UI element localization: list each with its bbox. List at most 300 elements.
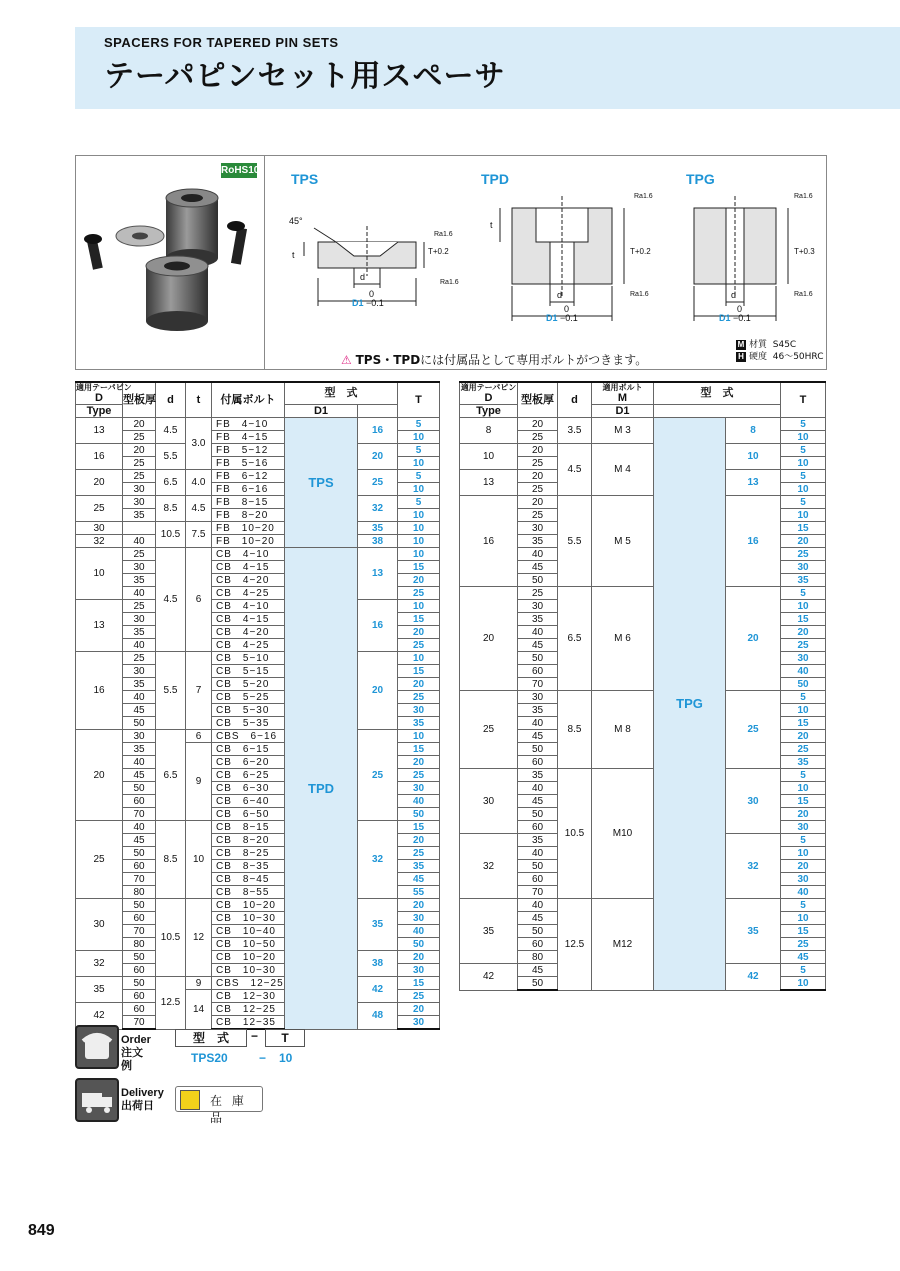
cell-bolt: CB 4−20 [212,574,285,587]
cell-D1: 35 [358,522,398,535]
cell-D1: 16 [358,600,398,652]
cell-T: 10 [398,483,440,496]
cell-bolt: CBS 6−16 [212,730,285,743]
cell-bolt: CB 10−50 [212,938,285,951]
cell-D1: 30 [726,769,781,834]
table-row [76,600,440,613]
cell-bolt: M 6 [592,587,654,691]
cell-plate: 50 [518,860,558,873]
cell-T: 15 [398,821,440,834]
cell-bolt: CB 6−20 [212,756,285,769]
cell-plate: 80 [123,938,156,951]
cell-T: 25 [781,743,826,756]
cell-T: 30 [781,873,826,886]
cell-bolt: CB 5−30 [212,704,285,717]
table-row [76,548,440,561]
cell-T: 10 [781,509,826,522]
cell-T: 5 [398,418,440,431]
box-icon [180,1090,200,1110]
cell-plate: 50 [518,652,558,665]
col-T: T [398,382,440,418]
cell-T: 5 [781,899,826,912]
cell-T: 15 [781,522,826,535]
delivery-label: Delivery 出荷日 [121,1087,164,1112]
table-row [76,977,440,990]
cell-T: 40 [781,886,826,899]
cell-plate: 45 [518,795,558,808]
cell-plate: 45 [518,964,558,977]
cell-bolt: CB 4−15 [212,613,285,626]
cell-T: 25 [781,639,826,652]
cell-plate: 30 [123,561,156,574]
cell-plate: 35 [518,613,558,626]
table-row [76,1003,440,1016]
col-model: 型 式 [285,382,398,405]
cell-T: 45 [398,873,440,886]
cell-d: 6.5 [156,470,186,496]
cell-bolt: M 3 [592,418,654,444]
cell-pin-d: 16 [76,444,123,470]
cell-type: TPD [285,548,358,1030]
cell-T: 20 [781,808,826,821]
cell-plate: 70 [123,808,156,821]
table-row [460,691,826,704]
cell-plate: 45 [518,639,558,652]
truck-icon [75,1078,119,1122]
cell-plate: 25 [123,652,156,665]
cell-D1: 20 [358,652,398,730]
cell-bolt: CB 4−20 [212,626,285,639]
cell-plate: 25 [518,457,558,470]
cell-bolt: CB 6−50 [212,808,285,821]
cell-plate: 70 [123,1016,156,1030]
cell-plate: 45 [518,730,558,743]
cell-bolt: FB 10−20 [212,535,285,548]
right-spec-table [459,381,826,991]
cell-plate: 70 [518,886,558,899]
cell-bolt: CB 6−30 [212,782,285,795]
cell-T: 5 [781,834,826,847]
cell-T: 10 [398,730,440,743]
cell-pin-d: 32 [76,535,123,548]
warning-icon: ⚠ [341,353,352,367]
cell-plate: 60 [518,821,558,834]
order-col-T: T [265,1029,305,1047]
stock-badge: 在 庫 品 [175,1086,263,1112]
cell-T: 10 [781,457,826,470]
table-row [76,951,440,964]
cell-D1: 35 [358,899,398,951]
cell-T: 10 [398,535,440,548]
cell-T: 15 [398,665,440,678]
cell-d: 3.5 [558,418,592,444]
cell-D1: 25 [358,730,398,821]
cell-T: 40 [781,665,826,678]
cell-plate: 50 [518,808,558,821]
cell-pin-d: 20 [76,730,123,821]
cell-plate: 50 [518,574,558,587]
cell-T: 20 [398,951,440,964]
cell-d: 4.5 [156,548,186,652]
cell-bolt: CB 8−15 [212,821,285,834]
cell-T: 30 [781,561,826,574]
cell-T: 50 [398,938,440,951]
cell-bolt: CB 5−10 [212,652,285,665]
cell-T: 15 [781,717,826,730]
cell-plate: 35 [518,704,558,717]
cell-D1: 16 [358,418,398,444]
order-col-model: 型 式 [175,1029,247,1047]
cell-T: 10 [781,431,826,444]
cell-T: 10 [398,548,440,561]
cell-T: 5 [398,444,440,457]
cell-T: 5 [398,470,440,483]
cell-type: TPS [285,418,358,548]
cell-pin-d: 35 [76,977,123,1003]
cell-bolt: CB 5−15 [212,665,285,678]
cell-d: 4.5 [558,444,592,496]
cell-T: 15 [781,795,826,808]
cell-T: 10 [781,912,826,925]
cell-bolt: CB 12−25 [212,1003,285,1016]
cell-plate: 20 [123,444,156,457]
cell-d: 4.5 [156,418,186,444]
cell-plate: 45 [518,912,558,925]
cell-d: 12.5 [156,977,186,1030]
cell-T: 30 [398,912,440,925]
cell-T: 35 [781,574,826,587]
cell-t: 12 [186,899,212,977]
cell-bolt: CB 12−30 [212,990,285,1003]
cell-bolt: CB 6−15 [212,743,285,756]
cell-plate: 45 [123,769,156,782]
cell-plate: 60 [123,990,156,1003]
cell-pin-d: 10 [460,444,518,470]
cell-D1: 35 [726,899,781,964]
svg-text:Ra1.6: Ra1.6 [440,279,459,286]
rohs-badge: RoHS10 [221,165,260,176]
cell-D1: 32 [358,821,398,899]
cell-D1: 20 [358,444,398,470]
cell-T: 20 [398,626,440,639]
cell-plate: 50 [123,717,156,730]
tps-drawing [289,216,459,308]
accessory-note: ⚠ TPS・TPDには付属品として専用ボルトがつきます。 [341,353,648,367]
cell-T: 5 [781,418,826,431]
cell-T: 30 [781,652,826,665]
cell-T: 35 [781,756,826,769]
cell-T: 25 [398,990,440,1003]
cell-bolt: CB 4−25 [212,587,285,600]
svg-text:D1: D1 [352,298,364,308]
table-row [460,769,826,782]
col-bolt: 付属ボルト [212,382,285,418]
cell-plate: 40 [123,821,156,834]
cell-bolt: CB 10−30 [212,912,285,925]
cell-plate: 50 [518,925,558,938]
cell-plate: 50 [123,782,156,795]
cell-plate: 50 [518,743,558,756]
cell-plate: 20 [518,470,558,483]
cell-bolt: CB 4−25 [212,639,285,652]
col-T: T [781,382,826,418]
cell-T: 25 [781,548,826,561]
cell-plate: 50 [123,847,156,860]
cell-t: 6 [186,730,212,743]
cell-D1: 48 [358,1003,398,1030]
cell-T: 20 [398,899,440,912]
cell-plate: 30 [518,522,558,535]
cell-bolt: CB 6−25 [212,769,285,782]
cell-plate: 50 [123,899,156,912]
cell-plate: 30 [123,665,156,678]
cell-plate: 40 [518,847,558,860]
cell-bolt: CB 8−55 [212,886,285,899]
cell-T: 20 [398,1003,440,1016]
cell-bolt: CB 8−20 [212,834,285,847]
cell-bolt: CB 10−40 [212,925,285,938]
cell-D1: 38 [358,535,398,548]
cell-bolt: CB 5−35 [212,717,285,730]
cell-plate: 35 [123,574,156,587]
svg-text:D1: D1 [546,313,558,323]
cell-T: 10 [398,509,440,522]
cell-plate: 40 [123,639,156,652]
cell-T: 10 [398,600,440,613]
cell-plate: 30 [123,730,156,743]
cell-t: 14 [186,990,212,1030]
cell-d: 8.5 [156,496,186,522]
cell-T: 25 [398,691,440,704]
cell-plate: 35 [123,626,156,639]
cell-T: 15 [781,925,826,938]
cell-bolt: CB 8−35 [212,860,285,873]
cell-plate: 40 [123,535,156,548]
cell-bolt: CB 12−35 [212,1016,285,1030]
cell-t: 4.5 [186,496,212,522]
cell-plate: 70 [123,873,156,886]
cell-plate: 70 [123,925,156,938]
cell-T: 10 [781,600,826,613]
cell-bolt: CB 10−20 [212,899,285,912]
col-D1: D1 [592,405,654,418]
cell-T: 15 [398,743,440,756]
cell-T: 5 [781,496,826,509]
svg-text:0: 0 [564,304,570,314]
table-row [460,496,826,509]
spacer-photo-illustration [76,156,264,369]
svg-text:Ra1.6: Ra1.6 [634,193,653,200]
cell-T: 20 [781,535,826,548]
cell-T: 25 [398,587,440,600]
cell-T: 20 [781,860,826,873]
cell-T: 55 [398,886,440,899]
svg-text:T+0.2: T+0.2 [630,247,651,256]
cell-t: 10 [186,821,212,899]
cell-pin-d: 25 [76,496,123,522]
cell-T: 10 [398,457,440,470]
cell-bolt: FB 4−15 [212,431,285,444]
product-photo [76,156,265,369]
cell-pin-d: 42 [76,1003,123,1030]
col-model: 型 式 [654,382,781,405]
cell-plate: 20 [518,418,558,431]
cell-plate: 25 [518,509,558,522]
cell-t: 9 [186,977,212,990]
cell-plate: 20 [518,444,558,457]
cell-D1: 25 [358,470,398,496]
cell-D1: 32 [726,834,781,899]
cell-plate: 20 [518,496,558,509]
cell-bolt: CB 4−10 [212,600,285,613]
order-dash: − [251,1029,259,1043]
svg-text:D1: D1 [719,313,731,323]
order-val-T: 10 [279,1051,293,1065]
cell-t: 4.0 [186,470,212,496]
cell-T: 50 [781,678,826,691]
cell-d: 12.5 [558,899,592,991]
table-row [76,730,440,743]
cell-T: 25 [398,847,440,860]
svg-text:t: t [490,220,493,230]
col-t: t [186,382,212,418]
cell-bolt: CB 8−25 [212,847,285,860]
cell-bolt: FB 8−20 [212,509,285,522]
cell-pin-d: 42 [460,964,518,991]
label-tpg: TPG [686,171,715,187]
cell-pin-d: 8 [460,418,518,444]
cell-plate: 80 [518,951,558,964]
cell-T: 10 [781,782,826,795]
cell-pin-d: 30 [460,769,518,834]
svg-text:−0.1: −0.1 [560,313,578,323]
svg-text:d: d [731,290,737,300]
cell-plate: 20 [123,418,156,431]
table-row [76,418,440,431]
cell-T: 5 [781,691,826,704]
cell-plate: 70 [518,678,558,691]
cell-T: 5 [781,769,826,782]
table-row [460,899,826,912]
cell-plate: 30 [518,691,558,704]
cell-D1: 32 [358,496,398,522]
cell-T: 20 [398,678,440,691]
cell-D1: 42 [358,977,398,1003]
cell-plate: 60 [518,938,558,951]
col-d: d [156,382,186,418]
cell-plate: 35 [518,535,558,548]
cell-pin-d: 13 [76,418,123,444]
svg-text:−0.1: −0.1 [366,298,384,308]
cell-plate: 25 [123,600,156,613]
cell-plate: 40 [123,587,156,600]
cell-plate: 40 [518,899,558,912]
table-row [76,470,440,483]
cell-t: 6 [186,548,212,652]
svg-text:Ra1.6: Ra1.6 [794,291,813,298]
cell-T: 40 [398,925,440,938]
cell-T: 45 [781,951,826,964]
cell-T: 15 [398,561,440,574]
page-number: 849 [28,1222,55,1239]
cell-t: 3.0 [186,418,212,470]
table-row [460,444,826,457]
cell-T: 15 [398,613,440,626]
cell-T: 30 [398,1016,440,1030]
cell-T: 15 [398,977,440,990]
cell-bolt: CB 8−45 [212,873,285,886]
cell-bolt: CB 4−15 [212,561,285,574]
cell-bolt: M12 [592,899,654,991]
cell-plate: 35 [518,834,558,847]
cell-plate: 45 [123,834,156,847]
cell-plate: 25 [123,470,156,483]
cell-D1: 10 [726,444,781,470]
cell-plate: 60 [123,860,156,873]
cell-bolt: CB 6−40 [212,795,285,808]
cell-T: 20 [398,756,440,769]
cell-T: 10 [781,847,826,860]
cell-bolt: CB 5−20 [212,678,285,691]
cell-plate: 60 [123,795,156,808]
table-row [76,444,440,457]
cell-T: 20 [398,574,440,587]
col-plate: 型板厚 [123,382,156,418]
page-header [75,27,900,109]
cell-plate [123,522,156,535]
tps-d: d [360,272,366,282]
cell-d: 5.5 [156,652,186,730]
label-tps: TPS [291,171,319,187]
cell-plate: 60 [123,1003,156,1016]
table-row [76,652,440,665]
cell-type: TPG [654,418,726,991]
drawings [264,156,824,346]
cell-T: 35 [398,717,440,730]
cell-T: 50 [398,808,440,821]
cell-T: 5 [781,964,826,977]
cell-bolt: CB 10−30 [212,964,285,977]
tpd-drawing [490,193,653,323]
cell-T: 15 [781,613,826,626]
cell-D1: 42 [726,964,781,991]
table-row [76,496,440,509]
cell-T: 10 [398,652,440,665]
table-row [460,418,826,431]
cell-plate: 35 [123,509,156,522]
cell-d: 5.5 [156,444,186,470]
cell-bolt: FB 5−12 [212,444,285,457]
cell-d: 6.5 [156,730,186,821]
svg-text:T+0.2: T+0.2 [428,247,449,256]
cell-bolt: CBS 12−25 [212,977,285,990]
cell-pin-d: 13 [460,470,518,496]
cell-plate: 40 [518,626,558,639]
svg-text:−0.1: −0.1 [733,313,751,323]
cell-t: 7 [186,652,212,730]
cell-pin-d: 13 [76,600,123,652]
cell-pin-d: 30 [76,522,123,535]
cell-T: 30 [398,704,440,717]
cell-plate: 80 [123,886,156,899]
cell-plate: 25 [518,431,558,444]
table-row [460,587,826,600]
cell-bolt: M 4 [592,444,654,496]
cell-plate: 35 [518,769,558,782]
figure-box [75,155,827,370]
cell-plate: 60 [518,756,558,769]
order-val-dash: − [259,1051,267,1065]
